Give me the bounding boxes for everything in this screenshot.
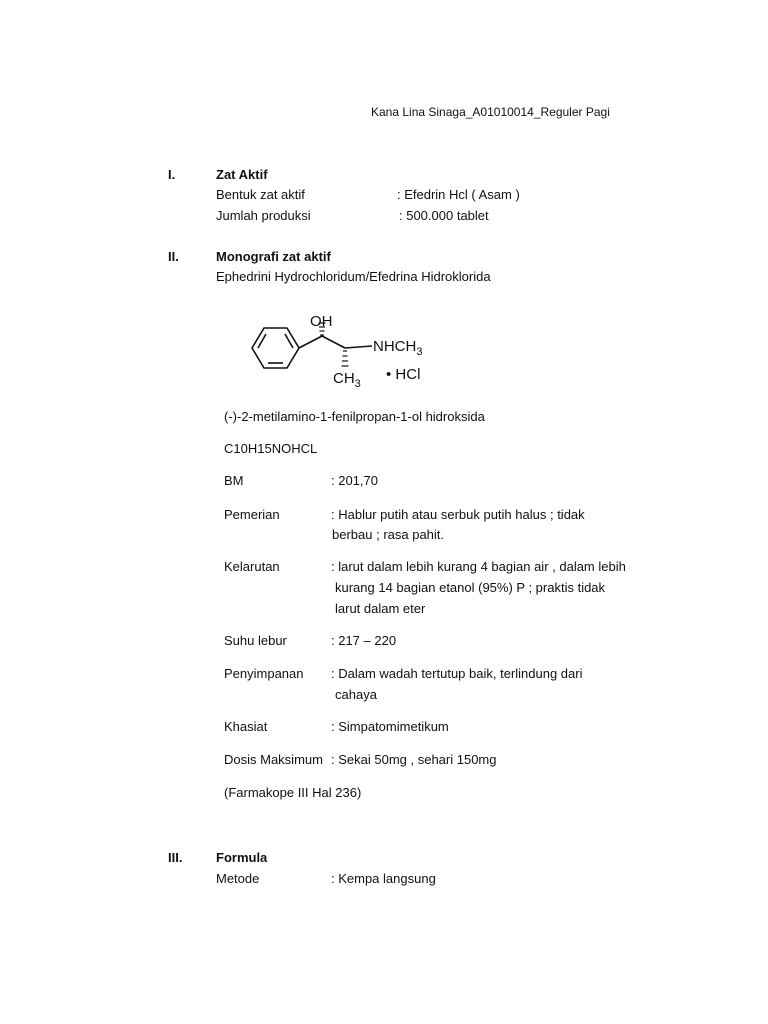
section-3-numeral: III. — [168, 850, 183, 865]
benzene-ring — [252, 328, 299, 368]
penyimpanan-line-2: cahaya — [335, 687, 377, 702]
ch3-label: $CH_3$ — [333, 370, 361, 390]
bm-value: : 201,70 — [331, 473, 378, 488]
dosis-maksimum-label: Dosis Maksimum — [224, 752, 323, 767]
metode-value: : Kempa langsung — [331, 871, 436, 886]
metode-label: Metode — [216, 871, 260, 886]
ephedrine-structure — [244, 306, 444, 396]
bond-c1-c2 — [322, 336, 345, 348]
bm-label: BM — [224, 473, 244, 488]
chemical-name: (-)-2-metilamino-1-fenilpropan-1-ol hidroksida — [224, 409, 485, 424]
bentuk-zat-value: : Efedrin Hcl ( Asam ) — [397, 187, 520, 202]
section-1-title: Zat Aktif — [216, 167, 268, 182]
kelarutan-line-2: kurang 14 bagian etanol (95%) P ; praktis tidak — [335, 580, 606, 595]
hcl-label: • HCl — [386, 366, 421, 383]
khasiat-value: : Simpatomimetikum — [331, 719, 449, 734]
section-2-title: Monografi zat aktif — [216, 249, 331, 264]
penyimpanan-label: Penyimpanan — [224, 666, 304, 681]
bentuk-zat-label: Bentuk zat aktif — [216, 187, 305, 202]
section-3-title: Formula — [216, 850, 268, 865]
molecular-formula: C10H15NOHCL — [224, 441, 318, 456]
jumlah-produksi-label: Jumlah produksi — [216, 208, 311, 223]
suhu-lebur-value: : 217 – 220 — [331, 633, 397, 648]
pemerian-line-2: berbau ; rasa pahit. — [332, 527, 445, 542]
bond-c2-n — [345, 346, 372, 348]
section-1-numeral: I. — [168, 167, 176, 182]
kelarutan-line-3: larut dalam eter — [335, 601, 426, 616]
nhch3-label: $NHCH_3$ — [373, 338, 423, 358]
kelarutan-label: Kelarutan — [224, 559, 280, 574]
reference-citation: (Farmakope III Hal 236) — [224, 785, 362, 800]
pemerian-line-1: : Hablur putih atau serbuk putih halus ; tidak — [331, 507, 585, 522]
khasiat-label: Khasiat — [224, 719, 268, 734]
dosis-maksimum-value: : Sekai 50mg , sehari 150mg — [331, 752, 497, 767]
kelarutan-line-1: : larut dalam lebih kurang 4 bagian air , dalam lebih — [331, 559, 626, 574]
document-header: Kana Lina Sinaga_A01010014_Reguler Pagi — [371, 105, 610, 119]
hashed-bond-ch3 — [342, 351, 349, 366]
oh-label: OH — [310, 313, 333, 330]
penyimpanan-line-1: : Dalam wadah tertutup baik, terlindung dari — [331, 666, 583, 681]
pemerian-label: Pemerian — [224, 507, 280, 522]
jumlah-produksi-value: : 500.000 tablet — [399, 208, 489, 223]
suhu-lebur-label: Suhu lebur — [224, 633, 287, 648]
bond-ring-c1 — [299, 336, 322, 348]
section-2-numeral: II. — [168, 249, 179, 264]
section-2-subtitle: Ephedrini Hydrochloridum/Efedrina Hidroklorida — [216, 269, 491, 284]
